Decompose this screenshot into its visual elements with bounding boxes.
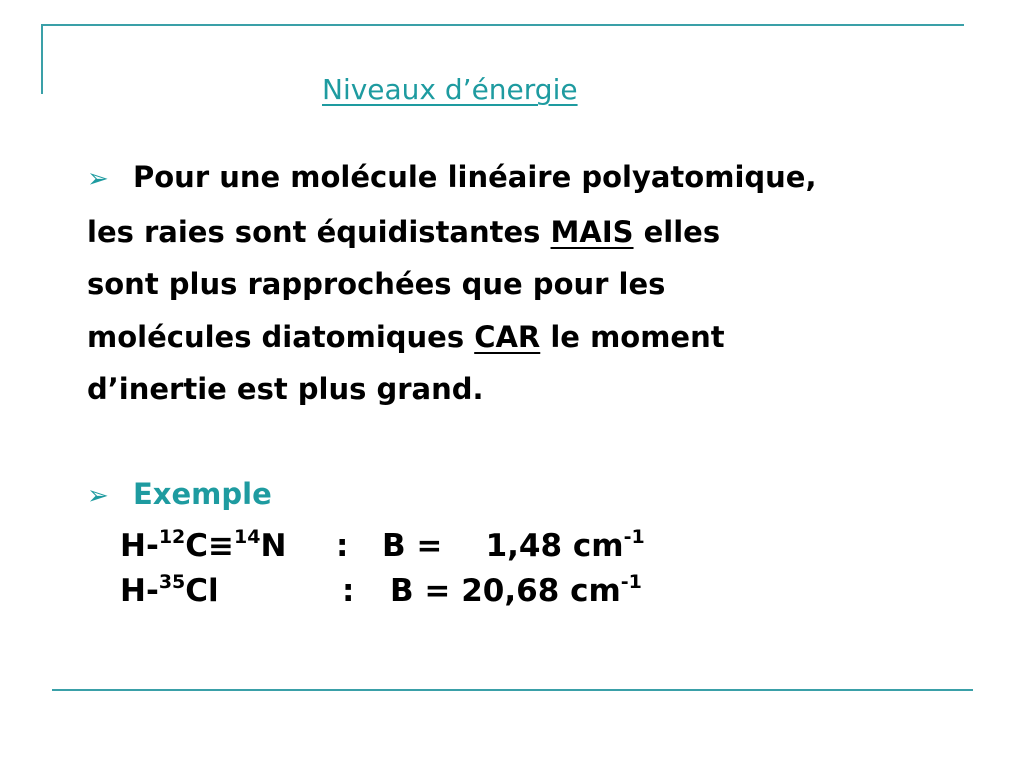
element-symbol: Cl xyxy=(185,573,219,609)
paragraph-line-5: d’inertie est plus grand. xyxy=(87,372,484,406)
paragraph-line-3: sont plus rapprochées que pour les xyxy=(87,267,666,301)
formula-row-hcn xyxy=(120,525,645,567)
element-symbol: N xyxy=(260,528,287,564)
frame-top-rule xyxy=(43,24,964,26)
frame-left-rule xyxy=(41,24,43,94)
paragraph-text: elles xyxy=(633,214,721,249)
unit-exponent: -1 xyxy=(623,526,645,548)
triple-bond-symbol: ≡ xyxy=(208,528,235,564)
formula-prefix: H- xyxy=(120,528,159,564)
separator-colon: : xyxy=(336,528,349,564)
unit-exponent: -1 xyxy=(620,571,642,593)
main-paragraph xyxy=(87,151,967,416)
paragraph-line-2 xyxy=(87,206,967,259)
emphasis-mais: MAIS xyxy=(550,214,634,249)
slide-title: Niveaux d’énergie xyxy=(322,73,578,106)
paragraph-text: molécules diatomiques xyxy=(87,319,475,354)
paragraph-line-4 xyxy=(87,311,967,364)
molecule-formula xyxy=(120,525,336,567)
rotational-constant-label: B = xyxy=(382,528,443,564)
unit-label: cm xyxy=(570,573,621,609)
molecule-formula xyxy=(120,570,342,612)
rotational-constant-label: B = xyxy=(390,573,451,609)
formula-prefix: H- xyxy=(120,573,159,609)
rotational-constant-value: 1,48 xyxy=(485,528,563,564)
example-label: Exemple xyxy=(133,477,272,511)
emphasis-car: CAR xyxy=(474,319,541,354)
isotope-number: 14 xyxy=(234,526,261,548)
paragraph-line-1 xyxy=(87,151,967,206)
unit-label: cm xyxy=(572,528,624,564)
arrow-bullet-icon: ➢ xyxy=(87,164,109,194)
separator-colon: : xyxy=(342,573,355,609)
paragraph-text: les raies sont équidistantes xyxy=(87,214,551,249)
element-symbol: C xyxy=(185,528,209,564)
formula-row-hcl xyxy=(120,570,642,612)
isotope-number: 35 xyxy=(158,571,186,593)
example-heading xyxy=(87,473,272,517)
arrow-bullet-icon: ➢ xyxy=(87,481,109,511)
isotope-number: 12 xyxy=(158,526,186,548)
rotational-constant-value: 20,68 xyxy=(461,573,560,609)
paragraph-text: Pour une molécule linéaire polyatomique, xyxy=(133,160,817,194)
paragraph-text: le moment xyxy=(540,319,725,354)
frame-bottom-rule xyxy=(52,689,973,691)
